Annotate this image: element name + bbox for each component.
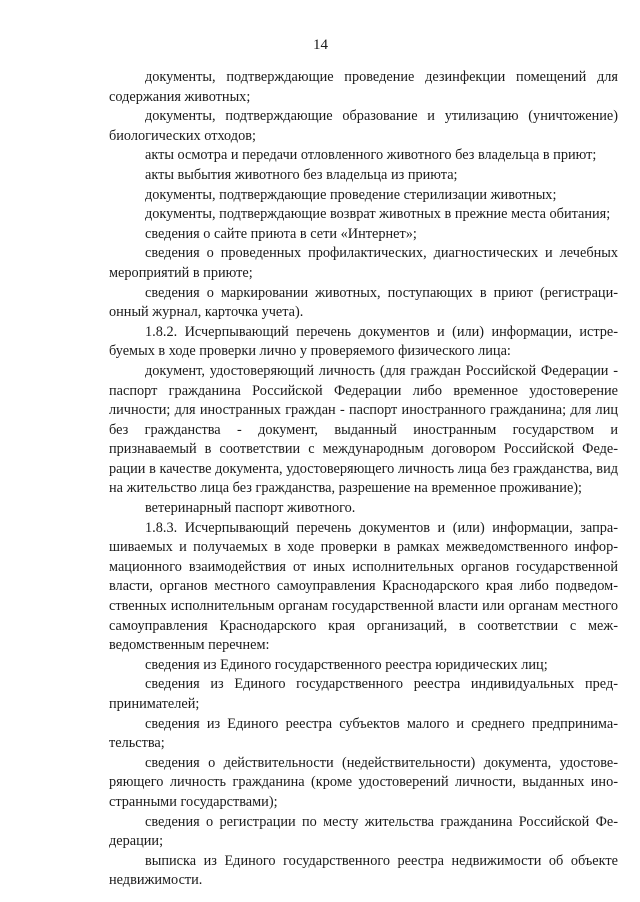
paragraph: сведения о проведенных профилактических, диагностических и лечебных мероприятий в приюте; <box>109 245 618 281</box>
paragraph: выписка из Единого государственного реестра недвижимости об объекте недвижимости. <box>109 852 618 889</box>
paragraph: сведения о действительности (недействительности) документа, удостоверяющего личность гражданина (кроме удостоверений личности, выданных иностранными государствами); <box>109 754 618 810</box>
paragraph: акты осмотра и передачи отловленного животного без владельца в приют; <box>145 147 597 164</box>
page-number: 14 <box>313 37 328 53</box>
paragraph: ветеринарный паспорт животного. <box>145 500 356 517</box>
paragraph: сведения о регистрации по месту жительства гражданина Российской Федерации; <box>109 813 618 850</box>
paragraph: документы, подтверждающие проведение стерилизации животных; <box>145 186 557 203</box>
paragraph: 1.8.2. Исчерпывающий перечень документов и (или) информации, истребуемых в ходе проверки лично у проверяемого физического лица: <box>109 323 618 360</box>
paragraph: документы, подтверждающие образование и утилизацию (уничтожение) биологических отходов; <box>109 108 618 144</box>
paragraph: сведения из Единого государственного реестра индивидуальных предпринимателей; <box>109 676 618 712</box>
paragraph: документ, удостоверяющий личность (для граждан Российской Федерации - паспорт гражданина Российской Федерации либо временное удостоверение личности; для иностранных граждан - паспорт иностранного гражданина; для лиц без гражданства - документ, выданный иностранным государством и признаваемый в соответствии с международным договором Российской Федерации в качестве документа, удостоверяющего личность лица без гражданства, вид на жительство лица без гражданства, разрешение на временное проживание); <box>109 362 618 497</box>
paragraph: сведения о сайте приюта в сети «Интернет»; <box>145 225 417 242</box>
paragraph: сведения о маркировании животных, поступающих в приют (регистрационный журнал, карточка учета). <box>109 284 618 321</box>
paragraph: сведения из Единого государственного реестра юридических лиц; <box>145 656 548 673</box>
paragraph: сведения из Единого реестра субъектов малого и среднего предпринимательства; <box>109 715 618 752</box>
paragraph: документы, подтверждающие проведение дезинфекции помещений для содержания животных; <box>109 69 618 105</box>
paragraph: акты выбытия животного без владельца из приюта; <box>145 166 458 183</box>
document-body <box>109 68 618 891</box>
paragraph: 1.8.3. Исчерпывающий перечень документов и (или) информации, запрашиваемых и получаемых в ходе проверки в рамках межведомственного информационного взаимодействия от иных исполнительных органов государственной власти, органов местного самоуправления Краснодарского края либо подведомственных исполнительным органам государственной власти или органам местного самоуправления Краснодарского края организаций, в соответствии с межведомственным перечнем: <box>109 519 618 654</box>
paragraph: документы, подтверждающие возврат животных в прежние места обитания; <box>145 206 611 223</box>
